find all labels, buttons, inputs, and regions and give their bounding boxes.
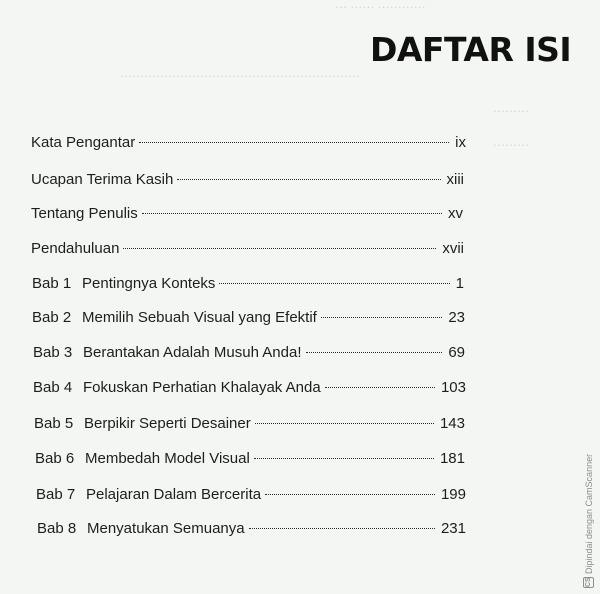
entry-page: xiii: [446, 171, 464, 188]
entry-title: Fokuskan Perhatian Khalayak Anda: [83, 379, 321, 396]
toc-entry: [32, 309, 465, 331]
dot-leader: [265, 493, 435, 495]
entry-title: Berpikir Seperti Desainer: [84, 415, 251, 432]
entry-title: Berantakan Adalah Musuh Anda!: [83, 344, 302, 361]
dot-leader: [325, 386, 435, 388]
entry-page: 143: [439, 415, 465, 432]
toc-entry: [31, 134, 466, 156]
entry-page: 103: [440, 379, 466, 396]
entry-page: 1: [455, 275, 464, 292]
entry-title: Memilih Sebuah Visual yang Efektif: [82, 309, 317, 326]
bleed-through-text: ⋯ ⋯⋯ ⋯⋯⋯⋯: [335, 0, 426, 14]
dot-leader: [249, 527, 435, 529]
chapter-number: Bab 8: [37, 520, 77, 537]
entry-title: Ucapan Terima Kasih: [31, 171, 174, 188]
dot-leader: [219, 282, 449, 284]
entry-page: 23: [448, 309, 465, 326]
toc-entry: [35, 450, 465, 472]
toc-entry: [31, 205, 463, 227]
entry-page: 69: [448, 344, 465, 361]
camscanner-logo-icon: CS: [585, 577, 592, 587]
dot-leader: [142, 212, 442, 214]
bleed-through-text: ⋯⋯⋯: [493, 104, 529, 118]
dot-leader: [177, 178, 440, 180]
toc-entry: [34, 415, 465, 437]
scanner-label: Dipindai dengan CamScanner: [583, 453, 594, 574]
dot-leader: [123, 247, 436, 249]
toc-entry: [31, 171, 464, 193]
chapter-number: Bab 2: [32, 309, 72, 326]
chapter-number: Bab 7: [36, 486, 76, 503]
entry-page: 181: [439, 450, 465, 467]
toc-entry: [37, 520, 466, 542]
entry-title: Kata Pengantar: [31, 134, 136, 151]
chapter-number: Bab 5: [34, 415, 74, 432]
bleed-through-text: ⋯⋯⋯: [493, 138, 529, 152]
entry-title: Pentingnya Konteks: [82, 275, 216, 292]
chapter-number: Bab 6: [35, 450, 75, 467]
toc-entry: [32, 275, 464, 297]
entry-page: xvii: [442, 240, 464, 257]
entry-page: ix: [455, 134, 466, 151]
dot-leader: [139, 141, 449, 143]
dot-leader: [306, 351, 443, 353]
entry-title: Pendahuluan: [31, 240, 120, 257]
dot-leader: [254, 457, 434, 459]
scanner-watermark: [583, 454, 594, 588]
entry-page: 231: [440, 520, 466, 537]
entry-title: Tentang Penulis: [31, 205, 138, 222]
entry-title: Pelajaran Dalam Bercerita: [86, 486, 262, 503]
chapter-number: Bab 3: [33, 344, 73, 361]
toc-entry: [33, 379, 466, 401]
chapter-number: Bab 1: [32, 275, 72, 292]
bleed-through-text: ⋯⋯⋯⋯⋯⋯⋯⋯⋯⋯⋯⋯⋯⋯⋯⋯⋯⋯⋯⋯: [120, 69, 360, 83]
dot-leader: [255, 422, 434, 424]
entry-title: Menyatukan Semuanya: [87, 520, 245, 537]
entry-page: 199: [440, 486, 466, 503]
entry-title: Membedah Model Visual: [85, 450, 250, 467]
entry-page: xv: [448, 205, 463, 222]
toc-entry: [33, 344, 465, 366]
toc-entry: [31, 240, 464, 262]
dot-leader: [321, 316, 442, 318]
chapter-number: Bab 4: [33, 379, 73, 396]
toc-entry: [36, 486, 466, 508]
page-title: DAFTAR ISI: [370, 30, 572, 69]
